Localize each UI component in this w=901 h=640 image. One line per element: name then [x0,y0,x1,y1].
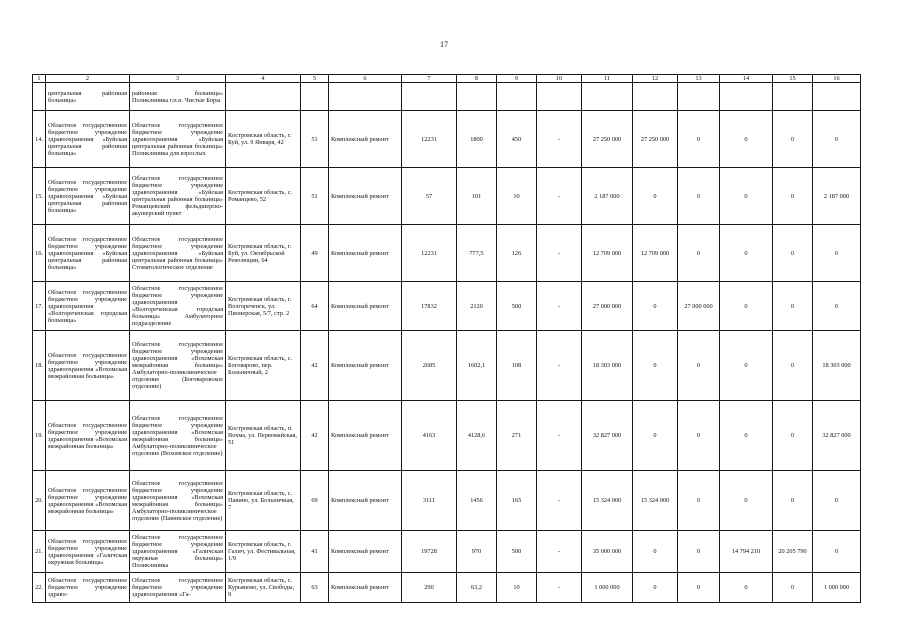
cost-col-14-cell: 0 [720,282,773,331]
institution-cell: Областное государственное бюджетное учреждение здравоохранения «Волгореченская городская больница» [46,282,130,331]
total-cost-cell: 32 827 000 [582,401,633,471]
facility-cell: Областное государственное бюджетное учреждение здравоохранения «Вохомская межрайонная больница» Амбулаторно-поликлиническое отделение (Боговаровское отделение) [130,331,226,401]
wear-percent-cell: 51 [301,168,329,225]
cost-col-13-cell: 27 000 000 [678,282,720,331]
column-number-12: 12 [633,75,678,83]
institution-cell: Областное государственное бюджетное учреждение здравоохранения «Буйская центральная районная больница» [46,225,130,282]
col-7-value-cell: 19728 [402,531,457,573]
table-row [33,225,861,282]
carry-over-row [33,83,861,111]
cost-col-12-cell: 0 [633,401,678,471]
cost-col-14-cell: 0 [720,225,773,282]
column-number-1: 1 [33,75,46,83]
cost-col-15-cell: 0 [773,282,813,331]
cost-col-13-cell: 0 [678,573,720,603]
col-8-value-cell: 1800 [457,111,497,168]
cost-col-12-cell: 0 [633,573,678,603]
cost-col-16-cell: 32 827 000 [813,401,861,471]
col-8-value-cell: 777,5 [457,225,497,282]
institution-cell: Областное государственное бюджетное учреждение здравоохранения «Буйская центральная районная больница» [46,111,130,168]
col-9-value-cell: 10 [497,168,537,225]
address-cell: Костромская область, г. Буй, ул. 9 Января, 42 [226,111,301,168]
column-number-16: 16 [813,75,861,83]
wear-percent-cell: 49 [301,225,329,282]
work-type-cell: Комплексный ремонт [329,531,402,573]
col-8-value-cell: 970 [457,531,497,573]
col-10-value-cell: - [537,111,582,168]
cost-col-12-cell: 27 250 000 [633,111,678,168]
column-number-13: 13 [678,75,720,83]
carry-cell-5 [301,83,329,111]
work-type-cell: Комплексный ремонт [329,111,402,168]
column-number-8: 8 [457,75,497,83]
table-row [33,573,861,603]
col-10-value-cell: - [537,282,582,331]
table-row [33,282,861,331]
row-number-cell: 17. [33,282,46,331]
total-cost-cell: 35 000 000 [582,531,633,573]
carry-cell-1 [33,83,46,111]
carry-cell-15 [773,83,813,111]
work-type-cell: Комплексный ремонт [329,573,402,603]
wear-percent-cell: 42 [301,331,329,401]
facility-cell: Областное государственное бюджетное учреждение здравоохранения «Волгореченская городская больница» Амбулаторное подразделение [130,282,226,331]
address-cell: Костромская область, г. Галич, ул. Фестивальная, 1/9 [226,531,301,573]
col-10-value-cell: - [537,331,582,401]
institution-cell: Областное государственное бюджетное учреждение здравоохранения «Вохомская межрайонная больница» [46,331,130,401]
address-cell: Костромская область, п. Вохма, ул. Первомайская, 51 [226,401,301,471]
row-number-cell: 16. [33,225,46,282]
carry-cell-4 [226,83,301,111]
cost-col-14-cell: 14 794 210 [720,531,773,573]
facility-cell: Областное государственное бюджетное учреждение здравоохранения «Га- [130,573,226,603]
institution-cell: Областное государственное бюджетное учреждение здраво- [46,573,130,603]
column-number-7: 7 [402,75,457,83]
col-8-value-cell: 1456 [457,471,497,531]
cost-col-14-cell: 0 [720,573,773,603]
col-9-value-cell: 500 [497,531,537,573]
carry-cell-13 [678,83,720,111]
col-8-value-cell: 63,2 [457,573,497,603]
cost-col-12-cell: 12 709 000 [633,225,678,282]
cost-col-13-cell: 0 [678,401,720,471]
cost-col-16-cell: 2 187 000 [813,168,861,225]
col-10-value-cell: - [537,168,582,225]
address-cell: Костромская область, с. Павино, ул. Больничная, 7 [226,471,301,531]
carry-cell-2: центральная районная больница» [46,83,130,111]
row-number-cell: 15. [33,168,46,225]
column-number-3: 3 [130,75,226,83]
col-9-value-cell: 271 [497,401,537,471]
header-row [33,75,861,83]
table-row [33,471,861,531]
column-number-9: 9 [497,75,537,83]
col-10-value-cell: - [537,471,582,531]
page-number: 17 [440,40,448,49]
wear-percent-cell: 63 [301,573,329,603]
address-cell: Костромская область, с. Курьяново, ул. Свободы, 9 [226,573,301,603]
column-number-5: 5 [301,75,329,83]
table-row [33,401,861,471]
facility-cell: Областное государственное бюджетное учреждение здравоохранения «Буйская центральная районная больница» Романцевский фельдшерско-акушерский пункт [130,168,226,225]
wear-percent-cell: 51 [301,111,329,168]
column-number-2: 2 [46,75,130,83]
row-number-cell: 22. [33,573,46,603]
carry-cell-8 [457,83,497,111]
cost-col-15-cell: 0 [773,573,813,603]
work-type-cell: Комплексный ремонт [329,282,402,331]
column-number-11: 11 [582,75,633,83]
column-number-4: 4 [226,75,301,83]
total-cost-cell: 18 303 000 [582,331,633,401]
facility-cell: Областное государственное бюджетное учреждение здравоохранения «Галичская окружная больница» Поликлиника [130,531,226,573]
carry-cell-10 [537,83,582,111]
total-cost-cell: 12 709 000 [582,225,633,282]
cost-col-16-cell: 0 [813,531,861,573]
cost-col-16-cell: 0 [813,471,861,531]
carry-cell-16 [813,83,861,111]
col-9-value-cell: 165 [497,471,537,531]
cost-col-12-cell: 0 [633,331,678,401]
cost-col-14-cell: 0 [720,111,773,168]
address-cell: Костромская область, г. Волгореченск, ул. Пионерская, 5/7, стр. 2 [226,282,301,331]
row-number-cell: 19. [33,401,46,471]
facility-cell: Областное государственное бюджетное учреждение здравоохранения «Вохомская межрайонная больница» Амбулаторно-поликлиническое отделение (Вохомское отделение) [130,401,226,471]
col-9-value-cell: 10 [497,573,537,603]
cost-col-13-cell: 0 [678,225,720,282]
work-type-cell: Комплексный ремонт [329,401,402,471]
carry-cell-12 [633,83,678,111]
cost-col-15-cell: 0 [773,225,813,282]
cost-col-13-cell: 0 [678,471,720,531]
col-7-value-cell: 2685 [402,331,457,401]
col-10-value-cell: - [537,225,582,282]
row-number-cell: 20. [33,471,46,531]
repair-program-table [32,74,861,603]
column-number-15: 15 [773,75,813,83]
facility-cell: Областное государственное бюджетное учреждение здравоохранения «Буйская центральная районная больница» Поликлиника для взрослых [130,111,226,168]
work-type-cell: Комплексный ремонт [329,331,402,401]
total-cost-cell: 27 250 000 [582,111,633,168]
cost-col-15-cell: 0 [773,168,813,225]
institution-cell: Областное государственное бюджетное учреждение здравоохранения «Галичская окружная больница» [46,531,130,573]
carry-cell-7 [402,83,457,111]
cost-col-14-cell: 0 [720,401,773,471]
col-7-value-cell: 57 [402,168,457,225]
col-7-value-cell: 12231 [402,225,457,282]
institution-cell: Областное государственное бюджетное учреждение здравоохранения «Вохомская межрайонная больница» [46,401,130,471]
row-number-cell: 21. [33,531,46,573]
cost-col-13-cell: 0 [678,168,720,225]
cost-col-15-cell: 20 205 790 [773,531,813,573]
cost-col-16-cell: 0 [813,225,861,282]
address-cell: Костромская область, г. Буй, ул. Октябрьской Революции, 64 [226,225,301,282]
carry-cell-9 [497,83,537,111]
total-cost-cell: 27 000 000 [582,282,633,331]
cost-col-16-cell: 0 [813,111,861,168]
col-7-value-cell: 290 [402,573,457,603]
cost-col-15-cell: 0 [773,331,813,401]
column-number-14: 14 [720,75,773,83]
wear-percent-cell: 42 [301,401,329,471]
col-8-value-cell: 101 [457,168,497,225]
wear-percent-cell: 64 [301,282,329,331]
cost-col-15-cell: 0 [773,401,813,471]
col-8-value-cell: 2120 [457,282,497,331]
table-row [33,111,861,168]
total-cost-cell: 2 187 000 [582,168,633,225]
col-9-value-cell: 500 [497,282,537,331]
cost-col-15-cell: 0 [773,111,813,168]
institution-cell: Областное государственное бюджетное учреждение здравоохранения «Вохомская межрайонная больница» [46,471,130,531]
column-number-10: 10 [537,75,582,83]
cost-col-16-cell: 1 000 000 [813,573,861,603]
cost-col-13-cell: 0 [678,111,720,168]
work-type-cell: Комплексный ремонт [329,225,402,282]
cost-col-13-cell: 0 [678,531,720,573]
row-number-cell: 14. [33,111,46,168]
work-type-cell: Комплексный ремонт [329,168,402,225]
col-9-value-cell: 126 [497,225,537,282]
facility-cell: Областное государственное бюджетное учреждение здравоохранения «Буйская центральная районная больница» Стоматологическое отделение [130,225,226,282]
cost-col-12-cell: 0 [633,282,678,331]
carry-cell-6 [329,83,402,111]
cost-col-12-cell: 0 [633,168,678,225]
col-7-value-cell: 12231 [402,111,457,168]
cost-col-15-cell: 0 [773,471,813,531]
wear-percent-cell: 41 [301,531,329,573]
address-cell: Костромская область, с. Романцево, 52 [226,168,301,225]
cost-col-14-cell: 0 [720,331,773,401]
facility-cell: Областное государственное бюджетное учреждение здравоохранения «Вохомская межрайонная больница» Амбулаторно-поликлиническое отделение (Павинское отделение) [130,471,226,531]
cost-col-16-cell: 18 303 000 [813,331,861,401]
wear-percent-cell: 69 [301,471,329,531]
table-row [33,531,861,573]
col-9-value-cell: 450 [497,111,537,168]
total-cost-cell: 1 000 000 [582,573,633,603]
cost-col-13-cell: 0 [678,331,720,401]
col-9-value-cell: 108 [497,331,537,401]
col-10-value-cell: - [537,531,582,573]
carry-cell-11 [582,83,633,111]
cost-col-12-cell: 0 [633,531,678,573]
carry-cell-14 [720,83,773,111]
column-number-6: 6 [329,75,402,83]
col-7-value-cell: 3111 [402,471,457,531]
col-8-value-cell: 1602,1 [457,331,497,401]
cost-col-16-cell: 0 [813,282,861,331]
total-cost-cell: 15 324 000 [582,471,633,531]
cost-col-12-cell: 15 324 000 [633,471,678,531]
work-type-cell: Комплексный ремонт [329,471,402,531]
col-10-value-cell: - [537,573,582,603]
row-number-cell: 18. [33,331,46,401]
carry-cell-3: районная больница» Поликлиника г.п.п. Чистые Боры [130,83,226,111]
col-8-value-cell: 4128,6 [457,401,497,471]
address-cell: Костромская область, с. Боговарово, пер. Больничный, 2 [226,331,301,401]
col-7-value-cell: 4163 [402,401,457,471]
cost-col-14-cell: 0 [720,168,773,225]
col-7-value-cell: 17832 [402,282,457,331]
cost-col-14-cell: 0 [720,471,773,531]
col-10-value-cell: - [537,401,582,471]
institution-cell: Областное государственное бюджетное учреждение здравоохранения «Буйская центральная районная больница» [46,168,130,225]
table-row [33,168,861,225]
table-row [33,331,861,401]
